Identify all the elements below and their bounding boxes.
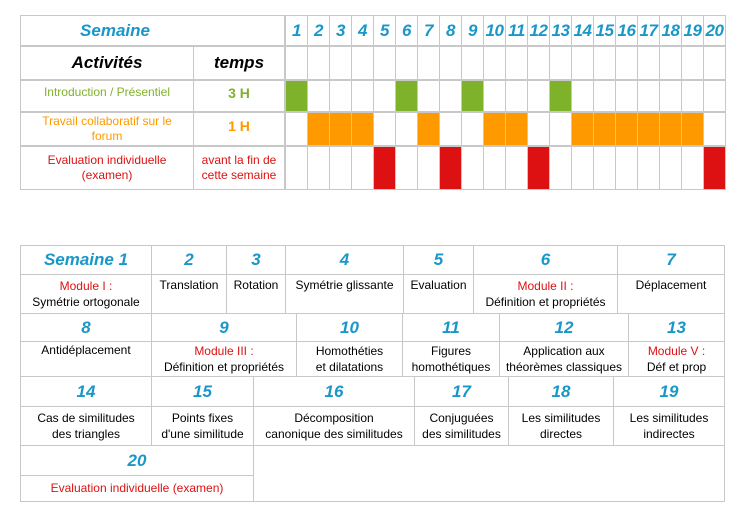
week-17-number: 17 [452,381,471,401]
week-empty-cell [681,46,704,80]
week-empty-cell [659,46,682,80]
week-14-topic [20,406,152,446]
week-12-text-1: Application aux [523,343,605,358]
scheduled-week-cell [593,112,616,146]
activity-label-eval: Evaluation individuelle (examen) [47,153,167,182]
week-19-text-1: Les similitudes [629,410,709,425]
week-empty-cell [351,46,374,80]
week-empty-cell [615,46,638,80]
week-cell [417,80,440,112]
week-17-text-2: des similitudes [422,427,501,441]
week-cell [373,112,396,146]
week-empty-cell [549,46,572,80]
scheduled-week-cell [461,80,484,112]
week-1-number: Semaine 1 [43,250,129,269]
time-intro: 3 H [228,85,250,102]
week-number: 3 [336,20,345,40]
week-number: 8 [446,20,455,40]
week-number: 18 [661,20,680,40]
week-6-module: Module II : [517,278,574,293]
week-4-number: 4 [339,250,350,269]
week-empty-cell [439,46,462,80]
week-number: 17 [639,20,658,40]
week-cell [285,146,308,190]
week-number: 14 [573,20,592,40]
scheduled-week-cell [439,146,462,190]
week-10-text-2: et dilatations [315,360,384,374]
week-empty-cell [637,46,660,80]
week-number: 4 [358,20,367,40]
week-number: 13 [551,20,570,40]
week-cell [461,112,484,146]
week-cell [505,80,528,112]
week-16-topic [253,406,415,446]
scheduled-week-cell [505,112,528,146]
scheduled-week-cell [615,112,638,146]
week-8-number: 8 [81,317,91,337]
week-cell [703,112,726,146]
scheduled-week-cell [373,146,396,190]
empty-area [253,445,725,502]
scheduled-week-cell [351,112,374,146]
week-1-text: Symétrie ortogonale [32,295,140,309]
scheduled-week-cell [329,112,352,146]
week-cell [681,80,704,112]
scheduled-week-cell [483,112,506,146]
scheduled-week-cell [637,112,660,146]
week-empty-cell [417,46,440,80]
week-empty-cell [483,46,506,80]
week-19-topic [613,406,725,446]
week-empty-cell [285,46,308,80]
week-11-text-1: Figures [430,343,471,358]
scheduled-week-cell [659,112,682,146]
time-eval: avant la fin de cette semaine [201,153,277,182]
week-cell [593,146,616,190]
week-3-number: 3 [251,250,261,269]
week-9-module: Module III : [194,343,254,358]
week-18-topic [508,406,614,446]
week-empty-cell [395,46,418,80]
week-cell [461,146,484,190]
week-cell [329,80,352,112]
scheduled-week-cell [395,80,418,112]
week-15-topic [151,406,254,446]
week-10-text-1: Homothéties [315,343,384,358]
scheduled-week-cell [571,112,594,146]
week-13-number: 13 [667,317,686,337]
scheduled-week-cell [703,146,726,190]
week-cell [593,80,616,112]
week-cell [417,146,440,190]
week-18-text-1: Les similitudes [521,410,601,425]
week-3-topic: Rotation [233,277,279,292]
scheduled-week-cell [307,112,330,146]
week-cell [615,146,638,190]
week-6-text: Définition et propriétés [485,295,606,309]
scheduled-week-cell [527,146,550,190]
week-number: 9 [468,20,477,40]
week-cell [637,146,660,190]
week-cell [285,112,308,146]
week-cell [307,146,330,190]
week-cell [637,80,660,112]
week-12-number: 12 [554,317,574,337]
week-2-number: 2 [184,250,194,269]
week-number: 16 [617,20,636,40]
week-1-module: Module I : [59,278,113,293]
week-empty-cell [373,46,396,80]
week-number: 6 [402,20,411,40]
week-20-number: 20 [127,450,147,470]
week-16-number: 16 [324,381,344,401]
week-16-text-2: canonique des similitudes [265,427,403,441]
week-cell [439,112,462,146]
week-empty-cell [593,46,616,80]
activities-header-label: Activités [71,53,143,73]
week-number: 2 [314,20,323,40]
week-number: 5 [380,20,389,40]
activity-label-forum: Travail collaboratif sur le forum [42,114,172,143]
week-number: 12 [529,20,548,40]
week-cell [549,146,572,190]
week-empty-cell [329,46,352,80]
week-number: 19 [683,20,702,40]
week-cell [571,80,594,112]
week-cell [681,146,704,190]
week-18-number: 18 [551,381,571,401]
week-13-module: Module V : [647,343,706,358]
week-cell [307,80,330,112]
week-13-text: Déf et prop [646,360,707,374]
scheduled-week-cell [549,80,572,112]
scheduled-week-cell [285,80,308,112]
week-7-topic: Déplacement [635,277,707,292]
week-19-text-2: indirectes [643,427,695,441]
week-11-topic [402,341,500,377]
week-10-topic [296,341,403,377]
week-cell [615,80,638,112]
week-cell [659,80,682,112]
week-empty-cell [527,46,550,80]
week-number: 11 [508,20,525,40]
week-15-number: 15 [193,381,212,401]
week-14-number: 14 [76,381,96,401]
week-cell [571,146,594,190]
week-14-text-2: des triangles [51,427,121,441]
week-6-number: 6 [540,250,551,269]
week-cell [483,146,506,190]
week-11-text-2: homothétiques [411,360,491,374]
week-11-number: 11 [442,317,460,337]
week-14-text-1: Cas de similitudes [37,410,135,425]
scheduled-week-cell [417,112,440,146]
week-13-topic [628,341,725,377]
week-9-topic [151,341,297,377]
week-header-label: Semaine [80,20,150,40]
week-cell [505,146,528,190]
week-cell [395,146,418,190]
week-cell [527,112,550,146]
week-10-number: 10 [340,317,359,337]
week-number: 1 [292,20,301,40]
week-6-topic [473,274,618,314]
week-4-topic: Symétrie glissante [295,277,394,292]
time-forum: 1 H [228,118,250,135]
week-cell [351,146,374,190]
week-number: 10 [485,20,504,40]
time-header-label: temps [213,53,265,73]
week-empty-cell [307,46,330,80]
week-17-text-1: Conjuguées [429,410,494,425]
week-empty-cell [571,46,594,80]
week-cell [373,80,396,112]
week-5-topic: Evaluation [410,277,467,292]
week-cell [527,80,550,112]
week-cell [659,146,682,190]
week-1-topic [20,274,152,314]
activity-label-intro: Introduction / Présentiel [43,84,171,99]
week-19-number: 19 [659,381,679,401]
week-number: 15 [595,20,614,40]
week-12-topic [499,341,629,377]
week-7-number: 7 [666,250,676,269]
week-number: 7 [424,20,433,40]
week-12-text-2: théorèmes classiques [505,360,623,374]
scheduled-week-cell [681,112,704,146]
week-9-number: 9 [219,317,229,337]
week-5-number: 5 [433,250,444,269]
week-15-text-1: Points fixes [171,410,234,425]
week-17-topic [414,406,509,446]
week-cell [483,80,506,112]
week-number: 20 [705,20,724,40]
week-16-text-1: Décomposition [294,410,374,425]
week-empty-cell [505,46,528,80]
week-cell [351,80,374,112]
week-cell [703,80,726,112]
week-20-topic: Evaluation individuelle (examen) [50,481,224,496]
week-cell [395,112,418,146]
week-15-text-2: d'une similitude [161,427,244,441]
week-2-topic: Translation [159,277,219,292]
week-empty-cell [461,46,484,80]
week-cell [549,112,572,146]
week-18-text-2: directes [539,427,583,441]
week-empty-cell [703,46,726,80]
week-cell [439,80,462,112]
week-9-text: Définition et propriétés [163,360,285,374]
week-8-topic: Antidéplacement [41,342,131,357]
week-cell [329,146,352,190]
